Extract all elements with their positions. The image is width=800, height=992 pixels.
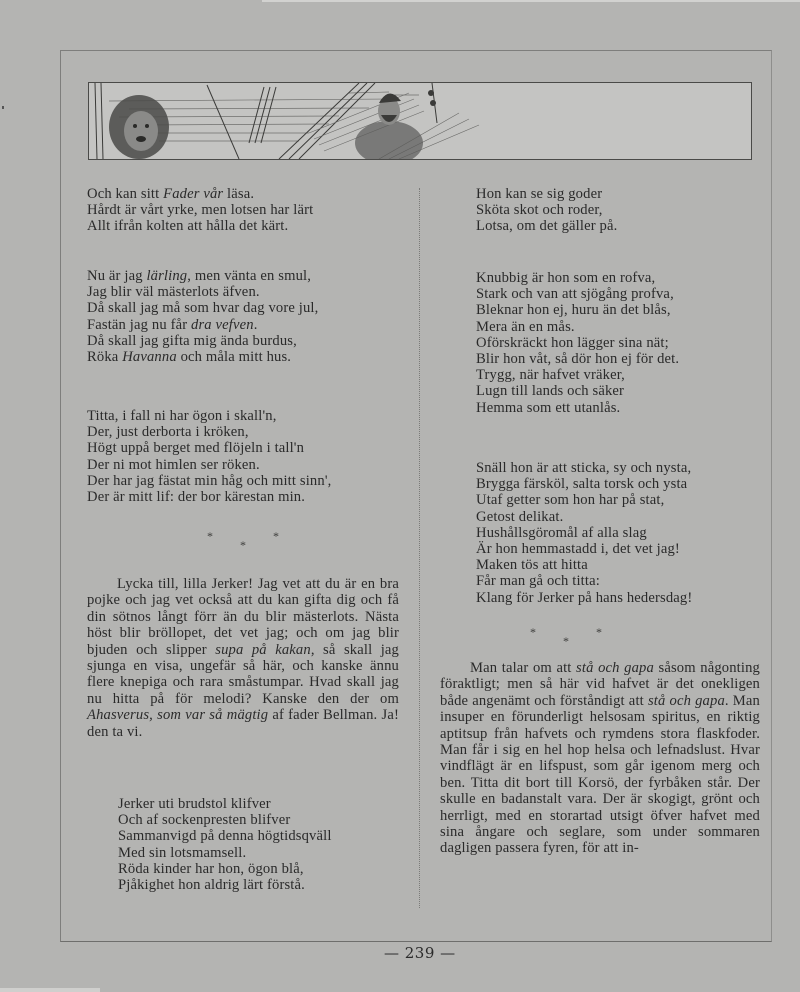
verse-line: Knubbig är hon som en rofva, — [476, 270, 656, 286]
scan-edge-top — [262, 0, 800, 2]
verse-line: Är hon hemmastadd i, det vet jag! — [476, 541, 680, 558]
prose-text: , så skall jag sjunga en visa, ungefär så här, och kanske ännu flere knepiga och rara småstumpar. Hvad skall jag nu hitta på för melodi? Kanske den der om — [87, 641, 399, 707]
asterisk: * — [207, 529, 214, 543]
column-divider — [419, 188, 420, 908]
scan-edge-bottom — [0, 988, 100, 992]
verse-text: , men vänta en smul, — [187, 268, 312, 284]
prose-text: af fader Bellman. Ja! den ta vi. — [87, 707, 399, 740]
verse-line: Sköta skot och roder, — [476, 202, 603, 219]
verse-text: . — [253, 316, 258, 333]
poem-stanza-right-2 — [476, 270, 679, 416]
prose-text: . Man insuper en förunderligt helsosam spiritus, en riktig aptitsup från hafvets och rymdens stora flaskfoder. Man får i sig en hel hop helsa och lefnadslust. Hvar vindflägt är en lifspust, som går igenom merg och ben. Titta dit bort till Korsö, der fyrbåken står. Der skulle en badanstalt vara. Der är skogigt, grönt och herrligt, med en storartad utsigt öfver hafvet med sina ångare och seglare, som under sommaren dagligen passera fyren, för att in- — [440, 692, 760, 857]
asterisk: * — [273, 529, 280, 543]
verse-line: Klang för Jerker på hans hedersdag! — [476, 589, 693, 606]
verse-line: Brygga färsköl, salta torsk och ysta — [476, 476, 688, 493]
verse-line: Der är mitt lif: der bor kärestan min. — [87, 489, 306, 506]
verse-line: Snäll hon är att sticka, sy och nysta, — [476, 460, 692, 476]
verse-line: Får man gå och titta: — [476, 573, 600, 590]
poem-stanza-left-1 — [87, 186, 313, 235]
verse-line: Då skall jag må som hvar dag vore jul, — [87, 300, 319, 317]
verse-line: Och af sockenpresten blifver — [118, 812, 291, 829]
asterisk: * — [596, 625, 603, 639]
verse-line: Der ni mot himlen ser röken. — [87, 456, 260, 473]
verse-line: Hårdt är vårt yrke, men lotsen har lärt — [87, 202, 314, 219]
verse-line: Mera än en mås. — [476, 318, 575, 335]
asterism-separator — [207, 528, 367, 552]
verse-line: Hushållsgöromål af alla slag — [476, 524, 647, 541]
verse-line: Och kan sitt Fader vår läsa. — [87, 186, 255, 202]
italic-phrase: lärling — [146, 268, 188, 284]
asterisk: * — [240, 538, 247, 552]
verse-line: Jerker uti brudstol klifver — [118, 796, 271, 812]
verse-text: och måla mitt hus. — [176, 349, 292, 366]
paragraph — [440, 660, 760, 857]
italic-phrase: Fader vår — [163, 186, 224, 202]
verse-line: Der, just derborta i kröken, — [87, 424, 249, 441]
verse-line: Högt uppå berget med flöjeln i tall'n — [87, 440, 305, 457]
asterisk: * — [563, 634, 570, 648]
verse-line: Blir hon våt, så dör hon ej för det. — [476, 351, 680, 368]
verse-line: Maken tös att hitta — [476, 557, 588, 574]
verse-line: Stark och van att sjögång profva, — [476, 286, 674, 303]
italic-phrase: Ahasverus, som var så mägtig — [87, 707, 269, 724]
verse-line: Röda kinder har hon, ögon blå, — [118, 860, 304, 877]
verse-line — [87, 317, 318, 333]
poem-stanza-right-1 — [476, 186, 617, 235]
scan-speck — [2, 106, 4, 109]
paragraph — [87, 576, 399, 740]
verse-line: Der har jag fästat min håg och mitt sinn', — [87, 472, 332, 489]
verse-text: Fastän jag nu får — [87, 316, 192, 333]
italic-phrase: stå och gapa — [647, 692, 725, 709]
verse-line: Hon kan se sig goder — [476, 186, 603, 202]
verse-text: Röka — [87, 349, 123, 366]
verse-line: Sammanvigd på denna högtidsqväll — [118, 828, 332, 845]
poem-stanza-left-3 — [87, 408, 331, 505]
verse-line: Hemma som ett utanlås. — [476, 399, 621, 416]
illustration-drawing — [89, 83, 751, 159]
verse-line: Oförskräckt hon lägger sina nät; — [476, 334, 669, 351]
asterisk: * — [530, 625, 537, 639]
verse-line — [87, 268, 318, 284]
poem-stanza-right-3 — [476, 460, 692, 606]
italic-phrase: dra vefven — [191, 316, 254, 333]
verse-line — [87, 349, 318, 365]
verse-line: Lotsa, om det gäller på. — [476, 218, 618, 235]
verse-line: Jag blir väl mästerlots äfven. — [87, 284, 260, 301]
verse-line: Titta, i fall ni har ögon i skall'n, — [87, 408, 277, 424]
verse-line: Bleknar hon ej, huru än det blås, — [476, 302, 671, 319]
page-number: — 239 — — [384, 944, 456, 962]
prose-paragraph-right — [440, 660, 760, 857]
verse-line: Då skall jag gifta mig ända burdus, — [87, 332, 297, 349]
italic-phrase: stå och gapa — [576, 660, 654, 676]
prose-text: Lycka till, lilla Jerker! Jag vet att du är en bra pojke och jag vet också att du kan gifta dig och få din sötnos långt förr än du blir mästerlots. Nästa höst blir bröllopet, det vet jag; och om jag blir bjuden och slipper — [87, 576, 399, 658]
italic-phrase: Havanna — [122, 349, 177, 366]
verse-line: Getost delikat. — [476, 508, 564, 525]
asterism-separator — [530, 624, 690, 648]
poem-stanza-left-2 — [87, 268, 318, 365]
verse-line: Pjåkighet hon aldrig lärt förstå. — [118, 877, 305, 894]
header-illustration — [88, 82, 752, 160]
verse-line: Trygg, när hafvet vräker, — [476, 367, 625, 384]
prose-paragraph-left — [87, 576, 399, 740]
verse-line: Med sin lotsmamsell. — [118, 844, 247, 861]
verse-line: Allt ifrån kolten att hålla det kärt. — [87, 218, 289, 235]
verse-line: Lugn till lands och säker — [476, 383, 625, 400]
verse-text: Nu är jag — [87, 268, 147, 284]
prose-text: såsom någonting föraktligt; men så här vid hafvet är det onekligen både angenämt och förståndigt att — [440, 660, 760, 709]
prose-text: Man talar om att — [470, 660, 577, 676]
verse-line: Utaf getter som hon har på stat, — [476, 492, 665, 509]
poem-stanza-left-4 — [118, 796, 332, 893]
italic-phrase: supa på kakan — [215, 641, 311, 658]
